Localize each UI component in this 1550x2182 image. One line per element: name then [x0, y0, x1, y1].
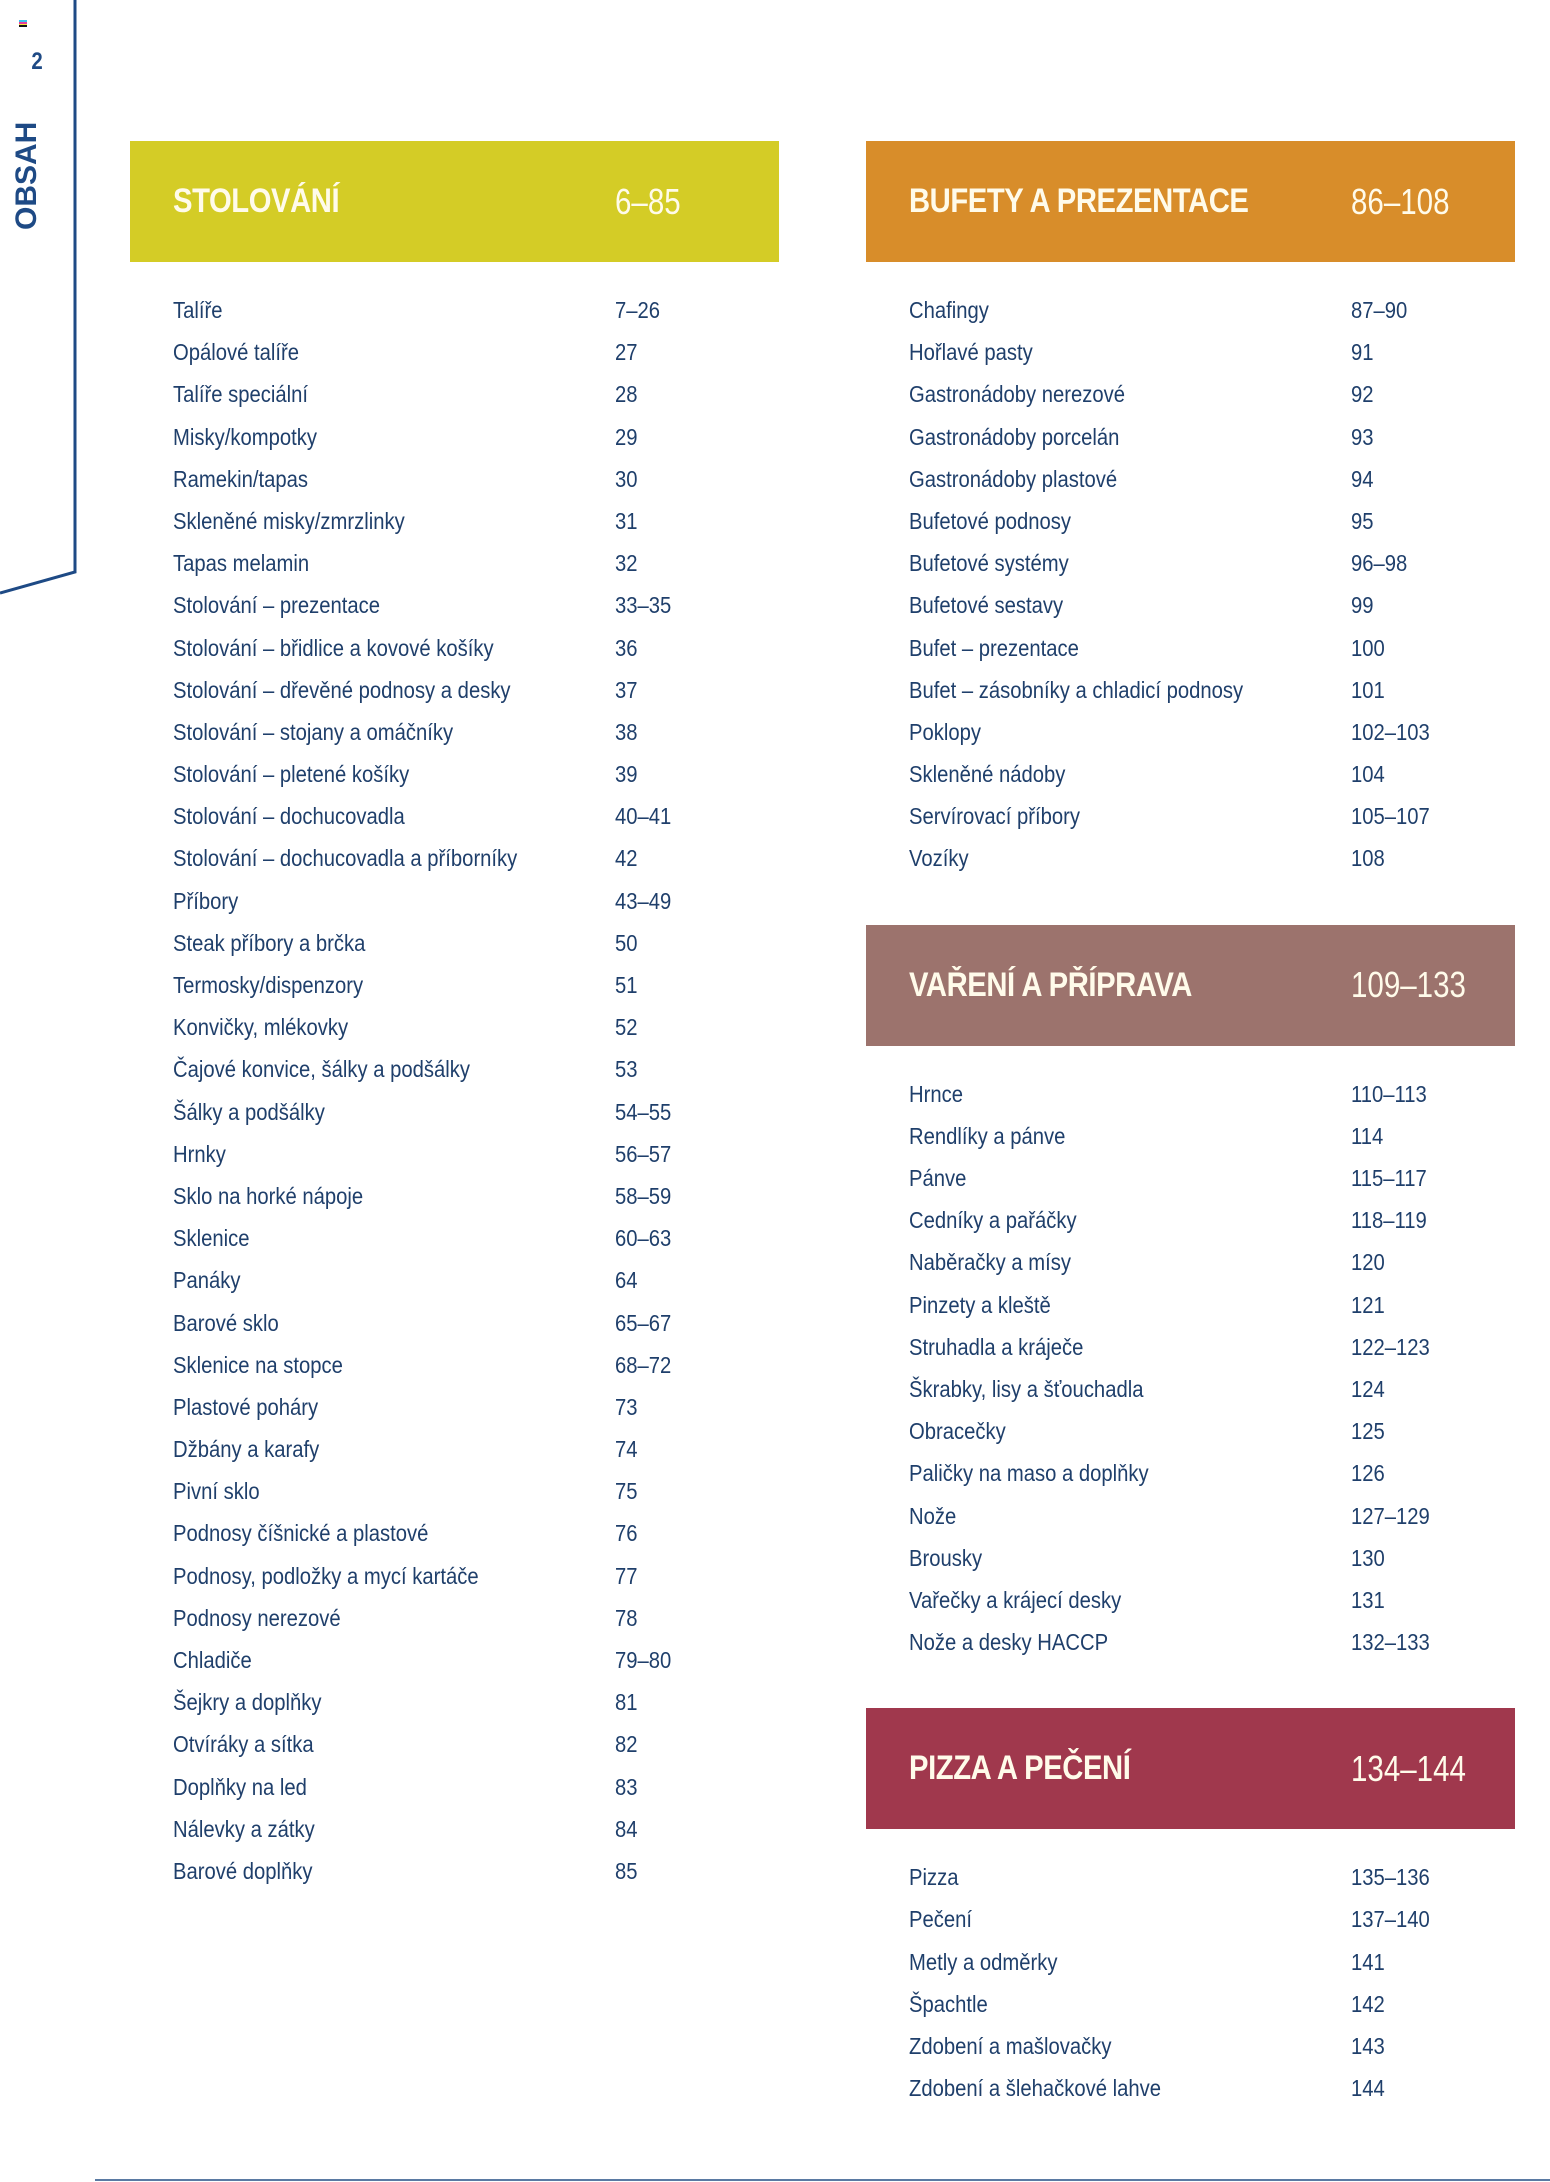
- toc-entry[interactable]: [130, 1476, 779, 1518]
- entry-page-number: 38: [615, 718, 638, 745]
- toc-entry[interactable]: [866, 295, 1515, 337]
- entry-label: Skleněné misky/zmrzlinky: [173, 507, 405, 534]
- entry-label: Otvíráky a sítka: [173, 1731, 314, 1758]
- entry-page-number: 124: [1351, 1375, 1385, 1402]
- entry-page-number: 101: [1351, 676, 1385, 703]
- toc-entry[interactable]: [866, 506, 1515, 548]
- toc-entry[interactable]: [866, 2073, 1515, 2115]
- side-frame-line: [0, 0, 100, 600]
- toc-entry[interactable]: [866, 1290, 1515, 1332]
- entry-label: Bufet – prezentace: [909, 634, 1079, 661]
- toc-entry[interactable]: [866, 337, 1515, 379]
- toc-entry[interactable]: [130, 759, 779, 801]
- entry-label: Špachtle: [909, 1990, 988, 2017]
- toc-entry[interactable]: [866, 843, 1515, 885]
- toc-entry[interactable]: [130, 379, 779, 421]
- entry-page-number: 42: [615, 845, 638, 872]
- entry-label: Plastové poháry: [173, 1393, 319, 1420]
- toc-entry[interactable]: [866, 1163, 1515, 1205]
- entry-label: Stolování – prezentace: [173, 592, 381, 619]
- toc-entry[interactable]: [130, 295, 779, 337]
- entry-label: Sklenice: [173, 1225, 250, 1252]
- entry-page-number: 82: [615, 1731, 638, 1758]
- section-title: PIZZA A PEČENÍ: [909, 1749, 1131, 1788]
- entry-label: Brousky: [909, 1544, 983, 1571]
- section-header[interactable]: [866, 141, 1515, 262]
- entry-page-number: 77: [615, 1562, 638, 1589]
- entry-label: Pánve: [909, 1165, 967, 1191]
- entry-page-number: 120: [1351, 1249, 1385, 1276]
- entry-page-number: 96–98: [1351, 550, 1408, 577]
- entry-page-number: 32: [615, 550, 638, 577]
- entry-label: Chladiče: [173, 1647, 252, 1673]
- entry-page-number: 115–117: [1351, 1165, 1427, 1191]
- entry-page-number: 52: [615, 1014, 638, 1041]
- entry-label: Podnosy nerezové: [173, 1604, 341, 1631]
- entry-page-number: 126: [1351, 1460, 1385, 1487]
- entry-page-number: 54–55: [615, 1098, 672, 1125]
- entry-page-number: 65–67: [615, 1309, 672, 1336]
- entry-page-number: 143: [1351, 2033, 1385, 2059]
- entry-label: Stolování – stojany a omáčníky: [173, 718, 454, 745]
- toc-entry[interactable]: [130, 1518, 779, 1560]
- entry-label: Sklo na horké nápoje: [173, 1182, 364, 1209]
- toc-entry[interactable]: [130, 843, 779, 885]
- entry-label: Pinzety a kleště: [909, 1291, 1051, 1318]
- entry-label: Bufetové sestavy: [909, 592, 1064, 619]
- entry-label: Podnosy číšnické a plastové: [173, 1520, 429, 1547]
- section-title: BUFETY A PREZENTACE: [909, 182, 1249, 220]
- toc-entry[interactable]: [866, 633, 1515, 675]
- entry-page-number: 33–35: [615, 592, 672, 619]
- toc-entry[interactable]: [130, 886, 779, 928]
- entry-label: Obracečky: [909, 1418, 1006, 1445]
- section-page-range: 109–133: [1351, 964, 1466, 1006]
- toc-entry[interactable]: [866, 1121, 1515, 1163]
- entry-label: Barové doplňky: [173, 1857, 313, 1884]
- toc-entry[interactable]: [130, 1687, 779, 1729]
- entry-page-number: 68–72: [615, 1351, 672, 1378]
- entry-label: Skleněné nádoby: [909, 761, 1066, 788]
- entry-page-number: 118–119: [1351, 1207, 1427, 1234]
- toc-entry[interactable]: [866, 1989, 1515, 2031]
- entry-page-number: 27: [615, 339, 638, 366]
- toc-entry[interactable]: [866, 801, 1515, 843]
- entry-label: Sklenice na stopce: [173, 1351, 343, 1378]
- toc-entry[interactable]: [866, 759, 1515, 801]
- toc-entry[interactable]: [130, 1054, 779, 1096]
- entry-page-number: 108: [1351, 845, 1385, 872]
- entry-label: Gastronádoby nerezové: [909, 381, 1126, 408]
- toc-entry[interactable]: [130, 1772, 779, 1814]
- toc-entry[interactable]: [866, 1079, 1515, 1121]
- toc-entry[interactable]: [130, 928, 779, 970]
- toc-entry[interactable]: [866, 1501, 1515, 1543]
- entry-page-number: 125: [1351, 1418, 1385, 1445]
- section-title: STOLOVÁNÍ: [173, 182, 340, 220]
- entry-label: Rendlíky a pánve: [909, 1122, 1066, 1149]
- entry-label: Cedníky a pařáčky: [909, 1207, 1077, 1234]
- entry-label: Hořlavé pasty: [909, 339, 1033, 366]
- section-page-range: 86–108: [1351, 180, 1450, 222]
- section-page-range: 6–85: [615, 180, 681, 222]
- entry-label: Nože: [909, 1502, 957, 1529]
- entry-label: Šálky a podšálky: [173, 1098, 325, 1125]
- entry-label: Čajové konvice, šálky a podšálky: [173, 1056, 470, 1083]
- entry-page-number: 40–41: [615, 803, 672, 830]
- entry-page-number: 122–123: [1351, 1333, 1430, 1360]
- entry-label: Stolování – dřevěné podnosy a desky: [173, 676, 511, 703]
- entry-label: Vařečky a krájecí desky: [909, 1586, 1122, 1613]
- entry-label: Stolování – dochucovadla: [173, 803, 405, 830]
- entry-list: [130, 262, 779, 1898]
- toc-entry[interactable]: [130, 1392, 779, 1434]
- toc-entry[interactable]: [866, 1627, 1515, 1669]
- entry-page-number: 84: [615, 1815, 638, 1842]
- toc-entry[interactable]: [130, 801, 779, 843]
- toc-entry[interactable]: [130, 1308, 779, 1350]
- entry-label: Bufet – zásobníky a chladicí podnosy: [909, 676, 1244, 703]
- entry-list: [866, 1829, 1515, 2115]
- toc-entry[interactable]: [130, 506, 779, 548]
- entry-page-number: 28: [615, 381, 638, 408]
- toc-entry[interactable]: [866, 590, 1515, 632]
- entry-label: Džbány a karafy: [173, 1436, 320, 1463]
- entry-label: Hrnce: [909, 1080, 963, 1107]
- entry-page-number: 144: [1351, 2075, 1385, 2102]
- toc-entry[interactable]: [130, 717, 779, 759]
- toc-entry[interactable]: [866, 1947, 1515, 1989]
- entry-page-number: 79–80: [615, 1647, 672, 1673]
- entry-label: Struhadla a kráječe: [909, 1333, 1084, 1360]
- entry-page-number: 75: [615, 1478, 638, 1505]
- entry-page-number: 85: [615, 1857, 638, 1884]
- section-title: VAŘENÍ A PŘÍPRAVA: [909, 965, 1192, 1004]
- entry-label: Vozíky: [909, 845, 969, 872]
- toc-entry[interactable]: [866, 422, 1515, 464]
- toc-entry[interactable]: [130, 1729, 779, 1771]
- entry-label: Zdobení a šlehačkové lahve: [909, 2075, 1162, 2102]
- entry-page-number: 43–49: [615, 887, 672, 914]
- toc-entry[interactable]: [866, 675, 1515, 717]
- entry-label: Gastronádoby plastové: [909, 465, 1118, 492]
- entry-page-number: 99: [1351, 592, 1374, 619]
- entry-label: Nože a desky HACCP: [909, 1629, 1109, 1656]
- entry-page-number: 94: [1351, 465, 1374, 492]
- toc-entry[interactable]: [130, 1012, 779, 1054]
- entry-page-number: 87–90: [1351, 297, 1408, 323]
- entry-page-number: 91: [1351, 339, 1374, 366]
- entry-page-number: 121: [1351, 1291, 1385, 1318]
- entry-page-number: 141: [1351, 1948, 1385, 1975]
- section-page-range: 134–144: [1351, 1747, 1466, 1789]
- entry-label: Servírovací příbory: [909, 803, 1080, 830]
- entry-page-number: 92: [1351, 381, 1374, 408]
- section-vareni-a-priprava: [866, 925, 1515, 1709]
- toc-entry[interactable]: [866, 548, 1515, 590]
- entry-label: Talíře speciální: [173, 381, 309, 408]
- entry-page-number: 73: [615, 1393, 638, 1420]
- entry-page-number: 131: [1351, 1586, 1385, 1613]
- toc-entry[interactable]: [130, 590, 779, 632]
- entry-label: Gastronádoby porcelán: [909, 423, 1120, 450]
- side-label-contents: OBSAH: [10, 121, 43, 230]
- entry-page-number: 29: [615, 423, 638, 450]
- entry-page-number: 135–136: [1351, 1864, 1430, 1891]
- entry-page-number: 74: [615, 1436, 638, 1463]
- entry-label: Termosky/dispenzory: [173, 972, 364, 998]
- section-header[interactable]: [130, 141, 779, 262]
- entry-page-number: 130: [1351, 1544, 1385, 1571]
- toc-entry[interactable]: [866, 1862, 1515, 1904]
- section-bufety-a-prezentace: [866, 141, 1515, 925]
- toc-column-left: [130, 141, 779, 1898]
- entry-label: Šejkry a doplňky: [173, 1689, 322, 1716]
- toc-entry[interactable]: [866, 1205, 1515, 1247]
- entry-page-number: 83: [615, 1773, 638, 1800]
- entry-page-number: 76: [615, 1520, 638, 1547]
- entry-label: Misky/kompotky: [173, 423, 317, 450]
- toc-entry[interactable]: [130, 464, 779, 506]
- entry-label: Bufetové systémy: [909, 550, 1069, 577]
- entry-label: Ramekin/tapas: [173, 465, 309, 492]
- entry-page-number: 50: [615, 929, 638, 956]
- entry-label: Příbory: [173, 887, 239, 914]
- entry-label: Bufetové podnosy: [909, 507, 1072, 534]
- entry-page-number: 56–57: [615, 1140, 672, 1167]
- entry-page-number: 132–133: [1351, 1629, 1430, 1656]
- entry-page-number: 64: [615, 1267, 638, 1294]
- section-pizza-a-peceni: [866, 1708, 1515, 2115]
- toc-column-right: [866, 141, 1515, 2115]
- entry-label: Naběračky a mísy: [909, 1249, 1071, 1276]
- toc-entry[interactable]: [130, 1603, 779, 1645]
- toc-entry[interactable]: [130, 970, 779, 1012]
- toc-entry[interactable]: [130, 422, 779, 464]
- entry-page-number: 105–107: [1351, 803, 1430, 830]
- toc-entry[interactable]: [130, 1434, 779, 1476]
- entry-label: Konvičky, mlékovky: [173, 1014, 349, 1041]
- entry-page-number: 102–103: [1351, 718, 1430, 745]
- entry-page-number: 100: [1351, 634, 1385, 661]
- entry-label: Tapas melamin: [173, 550, 310, 577]
- section-header[interactable]: [866, 925, 1515, 1046]
- toc-entry[interactable]: [130, 1097, 779, 1139]
- toc-entry[interactable]: [130, 1645, 779, 1687]
- entry-page-number: 36: [615, 634, 638, 661]
- entry-page-number: 110–113: [1351, 1080, 1427, 1107]
- entry-page-number: 37: [615, 676, 638, 703]
- toc-entry[interactable]: [866, 1543, 1515, 1585]
- entry-list: [866, 1046, 1515, 1670]
- entry-label: Talíře: [173, 297, 223, 323]
- entry-label: Poklopy: [909, 718, 982, 745]
- entry-label: Steak příbory a brčka: [173, 929, 366, 956]
- entry-label: Chafingy: [909, 297, 989, 323]
- toc-entry[interactable]: [866, 1585, 1515, 1627]
- toc-entry[interactable]: [130, 675, 779, 717]
- toc-entry[interactable]: [866, 1374, 1515, 1416]
- toc-entry[interactable]: [866, 717, 1515, 759]
- entry-page-number: 114: [1351, 1122, 1384, 1149]
- toc-entry[interactable]: [866, 1416, 1515, 1458]
- toc-entry[interactable]: [866, 1247, 1515, 1289]
- entry-label: Doplňky na led: [173, 1773, 307, 1800]
- entry-label: Stolování – pletené košíky: [173, 761, 410, 788]
- entry-page-number: 95: [1351, 507, 1374, 534]
- toc-entry[interactable]: [130, 1265, 779, 1307]
- entry-page-number: 81: [615, 1689, 638, 1716]
- entry-page-number: 31: [615, 507, 638, 534]
- entry-label: Stolování – břidlice a kovové košíky: [173, 634, 494, 661]
- entry-label: Pivní sklo: [173, 1478, 260, 1505]
- entry-label: Nálevky a zátky: [173, 1815, 315, 1842]
- entry-page-number: 142: [1351, 1990, 1385, 2017]
- entry-page-number: 30: [615, 465, 638, 492]
- page-number: 2: [31, 48, 43, 75]
- entry-label: Pizza: [909, 1864, 959, 1891]
- toc-entry[interactable]: [130, 1181, 779, 1223]
- entry-list: [866, 262, 1515, 886]
- toc-entry[interactable]: [866, 1458, 1515, 1500]
- entry-page-number: 60–63: [615, 1225, 672, 1252]
- entry-label: Pečení: [909, 1906, 973, 1933]
- entry-label: Barové sklo: [173, 1309, 279, 1336]
- entry-label: Hrnky: [173, 1140, 226, 1167]
- toc-entry[interactable]: [130, 337, 779, 379]
- toc-entry[interactable]: [130, 548, 779, 590]
- entry-label: Podnosy, podložky a mycí kartáče: [173, 1562, 479, 1589]
- toc-entry[interactable]: [130, 1350, 779, 1392]
- entry-label: Paličky na maso a doplňky: [909, 1460, 1149, 1487]
- toc-entry[interactable]: [866, 464, 1515, 506]
- entry-label: Opálové talíře: [173, 339, 300, 366]
- entry-page-number: 39: [615, 761, 638, 788]
- toc-entry[interactable]: [130, 1561, 779, 1603]
- toc-entry[interactable]: [130, 1139, 779, 1181]
- entry-label: Stolování – dochucovadla a příborníky: [173, 845, 518, 872]
- toc-entry[interactable]: [866, 2031, 1515, 2073]
- entry-label: Panáky: [173, 1267, 241, 1294]
- entry-page-number: 137–140: [1351, 1906, 1430, 1933]
- entry-page-number: 7–26: [615, 297, 661, 323]
- toc-entry[interactable]: [130, 1856, 779, 1898]
- toc-entry[interactable]: [130, 1814, 779, 1856]
- toc-entry[interactable]: [866, 1904, 1515, 1946]
- entry-page-number: 104: [1351, 761, 1385, 788]
- entry-label: Zdobení a mašlovačky: [909, 2033, 1112, 2059]
- toc-entry[interactable]: [866, 1332, 1515, 1374]
- entry-page-number: 51: [615, 972, 638, 998]
- entry-page-number: 127–129: [1351, 1502, 1430, 1529]
- entry-page-number: 58–59: [615, 1182, 672, 1209]
- bottom-rule-divider: [95, 2179, 1550, 2181]
- entry-label: Metly a odměrky: [909, 1948, 1058, 1975]
- section-header[interactable]: [866, 1708, 1515, 1829]
- section-stolovani: [130, 141, 779, 1898]
- entry-page-number: 53: [615, 1056, 638, 1083]
- entry-label: Škrabky, lisy a šťouchadla: [909, 1375, 1144, 1402]
- entry-page-number: 78: [615, 1604, 638, 1631]
- toc-entry[interactable]: [866, 379, 1515, 421]
- entry-page-number: 93: [1351, 423, 1374, 450]
- toc-entry[interactable]: [130, 633, 779, 675]
- toc-entry[interactable]: [130, 1223, 779, 1265]
